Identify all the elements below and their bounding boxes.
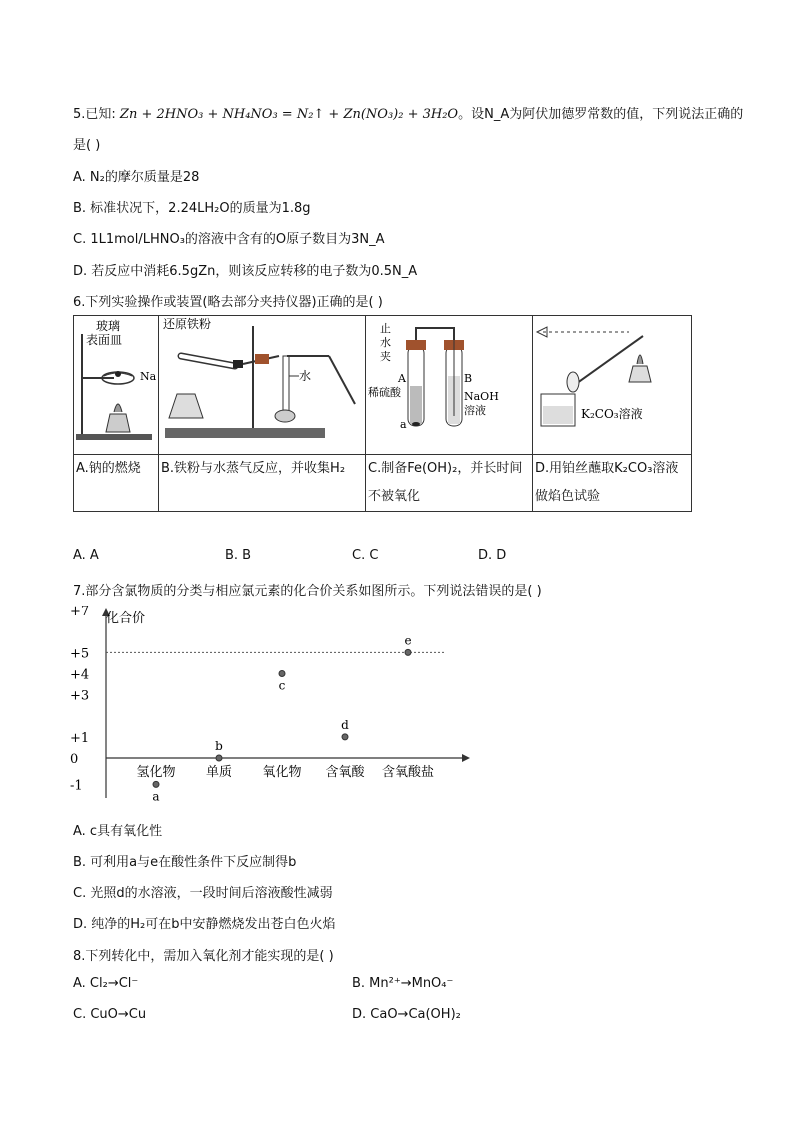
data-point-b — [216, 755, 222, 761]
label-watch-glass: 表面皿 — [86, 333, 123, 347]
svg-text:溶液: 溶液 — [464, 404, 486, 417]
data-point-label: b — [215, 739, 223, 753]
svg-text:稀硫酸: 稀硫酸 — [368, 386, 401, 399]
q8-option-b: B. Mn²⁺→MnO₄⁻ — [352, 976, 454, 991]
q8-option-c: C. CuO→Cu — [73, 1007, 147, 1022]
q5-option-a: A. N₂的摩尔质量是28 — [73, 170, 200, 185]
svg-text:止: 止 — [380, 322, 391, 335]
svg-text:NaOH: NaOH — [464, 390, 499, 403]
label-na: Na — [140, 370, 157, 383]
label-iron-powder: 还原铁粉 — [163, 317, 212, 331]
iron-steam-apparatus — [159, 316, 365, 450]
q7-option-c: C. 光照d的水溶液，一段时间后溶液酸性减弱 — [73, 886, 333, 901]
q6-caption-a: A.钠的燃烧 — [74, 455, 159, 512]
svg-text:a: a — [400, 418, 407, 431]
q7-stem: 7.部分含氯物质的分类与相应氯元素的化合价关系如图所示。下列说法错误的是( ) — [73, 584, 542, 599]
x-category-label: 单质 — [205, 765, 233, 780]
data-point-e — [405, 649, 411, 655]
q6-caption-b: B.铁粉与水蒸气反应，并收集H₂ — [159, 455, 366, 512]
y-tick-label: +3 — [70, 688, 90, 704]
y-tick-label: +5 — [70, 646, 90, 662]
q8-option-a: A. Cl₂→Cl⁻ — [73, 976, 139, 991]
q7-option-b: B. 可利用a与e在酸性条件下反应制得b — [73, 855, 297, 870]
apparatus-d-cell — [533, 316, 692, 455]
x-category-label: 含氧酸盐 — [381, 765, 435, 780]
q7-option-a: A. c具有氧化性 — [73, 824, 163, 839]
apparatus-c-cell — [366, 316, 533, 455]
q8-option-d: D. CaO→Ca(OH)₂ — [352, 1007, 461, 1022]
q6-option-c: C. C — [352, 548, 379, 563]
label-water: 水 — [299, 369, 312, 383]
svg-text:B: B — [464, 372, 473, 385]
y-tick-label: 0 — [70, 752, 79, 767]
q6-caption-c: C.制备Fe(OH)₂，并长时间不被氧化 — [366, 455, 533, 512]
data-point-label: e — [404, 633, 412, 648]
apparatus-a-cell — [74, 316, 159, 455]
flame-test-apparatus — [533, 316, 691, 450]
valence-chart — [66, 606, 486, 816]
x-category-label: 氢化物 — [136, 765, 176, 780]
data-point-d — [342, 734, 348, 740]
q5-option-d: D. 若反应中消耗6.5gZn，则该反应转移的电子数为0.5N_A — [73, 264, 418, 279]
q5-stem: 5.已知: Zn + 2HNO₃ + NH₄NO₃ = N₂↑ + Zn(NO₃)₂ + 3H₂O。设N_A为阿伏加德罗常数的值，下列说法正确的 — [73, 107, 744, 122]
q6-caption-d: D.用铂丝蘸取K₂CO₃溶液做焰色试验 — [533, 455, 692, 512]
q6-option-d: D. D — [478, 548, 507, 563]
data-point-a — [153, 781, 159, 787]
y-tick-label: +7 — [70, 606, 90, 620]
q8-stem: 8.下列转化中，需加入氧化剂才能实现的是( ) — [73, 949, 334, 964]
svg-text:水: 水 — [380, 336, 391, 349]
q6-stem: 6.下列实验操作或装置(略去部分夹持仪器)正确的是( ) — [73, 295, 383, 310]
data-point-c — [279, 671, 285, 677]
y-tick-label: +1 — [70, 730, 90, 746]
q6-option-b: B. B — [225, 548, 252, 563]
apparatus-b-cell — [159, 316, 366, 455]
data-point-label: d — [341, 717, 349, 732]
data-point-label: a — [152, 789, 160, 804]
q5-option-b: B. 标准状况下，2.24LH₂O的质量为1.8g — [73, 201, 311, 216]
q6-apparatus-table — [73, 315, 692, 512]
q5-equation: Zn + 2HNO₃ + NH₄NO₃ = N₂↑ + Zn(NO₃)₂ + 3H₂O — [119, 107, 459, 122]
q6-option-a: A. A — [73, 548, 99, 563]
q7-option-d: D. 纯净的H₂可在b中安静燃烧发出苍白色火焰 — [73, 917, 336, 932]
y-tick-label: +4 — [70, 667, 90, 683]
svg-text:A: A — [398, 372, 406, 385]
x-category-label: 含氧酸 — [325, 765, 365, 780]
q5-option-c: C. 1L1mol/LHNO₃的溶液中含有的O原子数目为3N_A — [73, 232, 385, 247]
sodium-burning-apparatus — [74, 316, 158, 450]
y-axis-label: 化合价 — [106, 611, 146, 626]
svg-text:夹: 夹 — [380, 350, 391, 363]
y-tick-label: -1 — [70, 778, 83, 794]
fe-oh-2-apparatus — [366, 316, 532, 450]
x-axis-arrow-icon — [462, 754, 470, 762]
label-glass: 玻璃 — [96, 319, 121, 333]
q5-stem-line2: 是( ) — [73, 138, 101, 153]
data-point-label: c — [278, 678, 286, 693]
x-category-label: 氧化物 — [262, 765, 302, 780]
label-k2co3: K₂CO₃溶液 — [581, 407, 643, 421]
